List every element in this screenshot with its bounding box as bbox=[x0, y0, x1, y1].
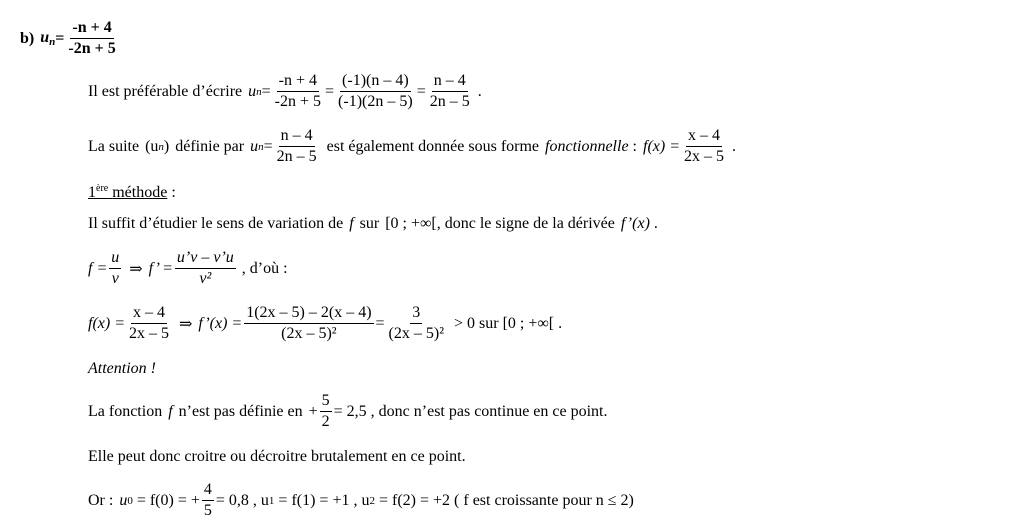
derivative-fraction: $\frac{1(2x - 5) - 2(x - 4)}{\text{(2x – 5)²}}$ bbox=[246, 304, 372, 342]
attention-note: Attention ! bbox=[88, 360, 156, 377]
method-heading: 1ère méthode : bbox=[88, 183, 176, 201]
functional-form-line: La suite (u n ) définie par u n = $\frac{n - 4}{2n - 5}$ est également donnée sous forme fonctionnelle : f(x) = $\frac{x - 4}{2x - 5}$ . bbox=[88, 127, 736, 165]
quotient-rule-line: f = $\frac{u}{v}$ ⇒ f’ = $\frac{u’v - v’u}{\text{v²}}$ , d’où : bbox=[88, 249, 288, 287]
part-label: b) bbox=[20, 29, 35, 47]
fraction-2: $\frac{(-1)(n - 4)}{(-1)(2n - 5)}$ bbox=[338, 72, 413, 110]
function-fraction: $\frac{x - 4}{2x - 5}$ bbox=[684, 127, 724, 165]
discontinuity-line: La fonction f n’est pas définie en + $\frac{5}{2}$ = 2,5 , donc n’est pas continue en ce point. bbox=[88, 392, 608, 430]
header-fraction: $\frac{-n + 4}{-2n + 5}$ bbox=[68, 19, 116, 57]
derivative-line: f(x) = $\frac{x - 4}{2x - 5}$ ⇒ f’(x) = $\frac{1(2x - 5) - 2(x - 4)}{\text{(2x – 5)²}}$ = $\frac{3}{\text{(2x – 5)²}}$ > 0 sur [0 ; +∞[ . bbox=[88, 304, 563, 342]
fraction-1: $\frac{-n + 4}{-2n + 5}$ bbox=[274, 72, 322, 110]
values-line: Or : u 0 = f(0) = + $\frac{4}{5}$ = 0,8 , u 1 = f(1) = +1 , u 2 = f(2) = +2 ( f est croissante pour n ≤ 2) bbox=[88, 481, 634, 519]
exercise-header: b) $u_n$ = $\frac{-n + 4}{-2n + 5}$ bbox=[20, 19, 116, 57]
sequence-fraction: $\frac{n - 4}{2n - 5}$ bbox=[276, 127, 317, 165]
rewrite-line: Il est préférable d’écrire u n = $\frac{-n + 4}{-2n + 5}$ = $\frac{(-1)(n - 4)}{(-1)(2n - 5)}$ = $\frac{n - 4}{2n - 5}$ . bbox=[88, 72, 482, 110]
sequence-var: u bbox=[40, 29, 50, 46]
simplified-fraction: $\frac{3}{\text{(2x – 5)²}}$ bbox=[388, 304, 444, 342]
five-halves-fraction: $\frac{5}{2}$ bbox=[321, 392, 330, 430]
fx-fraction: $\frac{x - 4}{2x - 5}$ bbox=[129, 304, 169, 342]
study-line: Il suffit d’étudier le sens de variation de f sur [0 ; +∞[ , donc le signe de la dérivée f’(x) . bbox=[88, 215, 658, 232]
u-over-v: $\frac{u}{v}$ bbox=[111, 249, 120, 287]
fraction-3: $\frac{n - 4}{2n - 5}$ bbox=[429, 72, 470, 110]
behaviour-line: Elle peut donc croitre ou décroitre brutalement en ce point. bbox=[88, 448, 466, 465]
four-fifths-fraction: $\frac{4}{5}$ bbox=[203, 481, 212, 519]
quotient-rule-fraction: $\frac{u’v - v’u}{\text{v²}}$ bbox=[176, 249, 234, 287]
